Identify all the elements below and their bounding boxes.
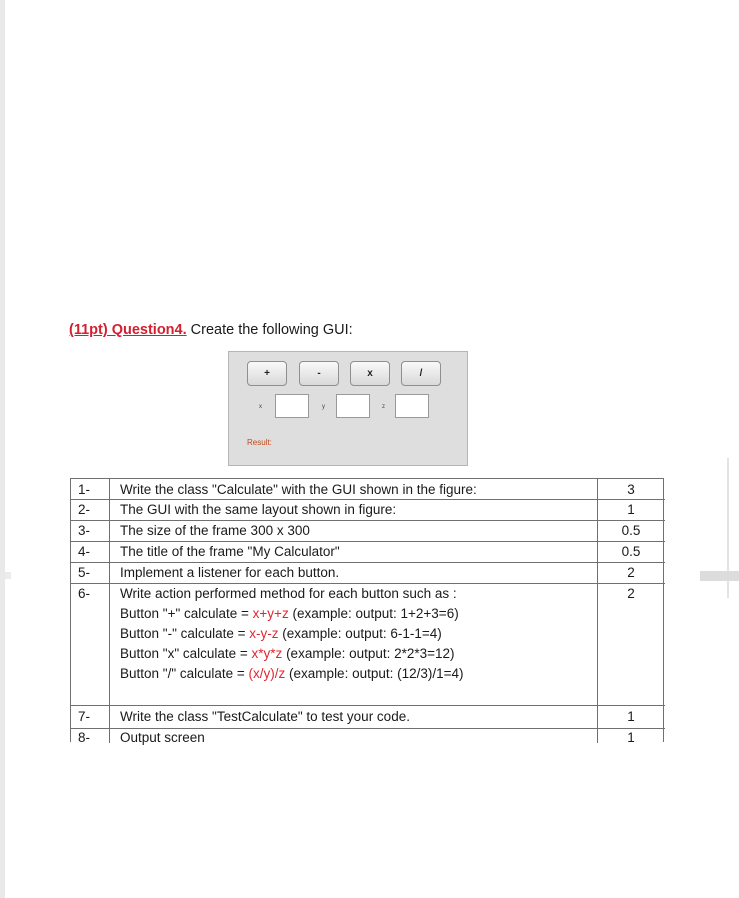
row-description: Write action performed method for each button such as :: [120, 586, 457, 601]
row-points: 0.5: [621, 523, 641, 538]
x-field-label: x: [259, 404, 262, 410]
example-line-minus: [120, 626, 442, 641]
page-left-nub: [5, 572, 11, 579]
row-divider: [71, 499, 665, 500]
z-field-label: z: [382, 404, 385, 410]
row-points: 0.5: [621, 544, 641, 559]
row-points: 3: [627, 482, 635, 497]
row-points: 1: [627, 502, 635, 517]
row-divider: [71, 520, 665, 521]
row-description: Implement a listener for each button.: [120, 565, 340, 580]
row-number: 8-: [78, 730, 91, 745]
row-description: Output screen: [120, 730, 205, 745]
example-formula: x-y-z: [249, 626, 279, 641]
row-number: 6-: [78, 586, 91, 601]
page-right-tab: [700, 571, 739, 581]
example-line-divide: [120, 666, 464, 681]
row-description: The size of the frame 300 x 300: [120, 523, 310, 538]
example-formula: x+y+z: [252, 606, 289, 621]
row-description: The GUI with the same layout shown in figure:: [120, 502, 397, 517]
row-number: 7-: [78, 709, 91, 724]
example-prefix: Button "/" calculate =: [120, 666, 249, 681]
example-suffix: (example: output: 1+2+3=6): [288, 606, 459, 621]
y-field: [336, 394, 370, 418]
row-number: 1-: [78, 482, 91, 497]
example-prefix: Button "+" calculate =: [120, 606, 253, 621]
row-number: 2-: [78, 502, 91, 517]
minus-button: -: [299, 361, 339, 386]
example-prefix: Button "-" calculate =: [120, 626, 250, 641]
row-points: 1: [627, 730, 635, 745]
example-formula: (x/y)/z: [248, 666, 286, 681]
row-points: 2: [627, 565, 635, 580]
row-description: The title of the frame "My Calculator": [120, 544, 340, 559]
row-description: Write the class "Calculate" with the GUI shown in the figure:: [120, 482, 477, 497]
example-line-plus: [120, 606, 459, 621]
z-field: [395, 394, 429, 418]
x-field: [275, 394, 309, 418]
row-description: Write the class "TestCalculate" to test your code.: [120, 709, 410, 724]
example-suffix: (example: output: 2*2*3=12): [282, 646, 455, 661]
row-number: 4-: [78, 544, 91, 559]
grading-table: [70, 478, 664, 745]
row-divider: [71, 728, 665, 729]
example-formula: x*y*z: [251, 646, 283, 661]
page-left-edge: [0, 0, 5, 898]
calculator-gui-figure: [228, 351, 468, 466]
example-suffix: (example: output: 6-1-1=4): [278, 626, 442, 641]
plus-button: +: [247, 361, 287, 386]
question-title: Create the following GUI:: [186, 322, 353, 338]
row-number: 3-: [78, 523, 91, 538]
example-prefix: Button "x" calculate =: [120, 646, 252, 661]
row-points: 2: [627, 586, 635, 601]
divide-button: /: [401, 361, 441, 386]
y-field-label: y: [322, 404, 325, 410]
column-divider: [597, 479, 598, 743]
row-divider: [71, 705, 665, 706]
row-divider: [71, 562, 665, 563]
row-divider: [71, 541, 665, 542]
row-number: 5-: [78, 565, 91, 580]
result-label: Result:: [247, 438, 272, 447]
question-label: (11pt) Question4.: [69, 322, 187, 338]
example-suffix: (example: output: (12/3)/1=4): [285, 666, 464, 681]
multiply-button: x: [350, 361, 390, 386]
question-heading: [69, 322, 353, 338]
example-line-multiply: [120, 646, 455, 661]
row-points: 1: [627, 709, 635, 724]
column-divider: [109, 479, 110, 743]
row-divider: [71, 583, 665, 584]
